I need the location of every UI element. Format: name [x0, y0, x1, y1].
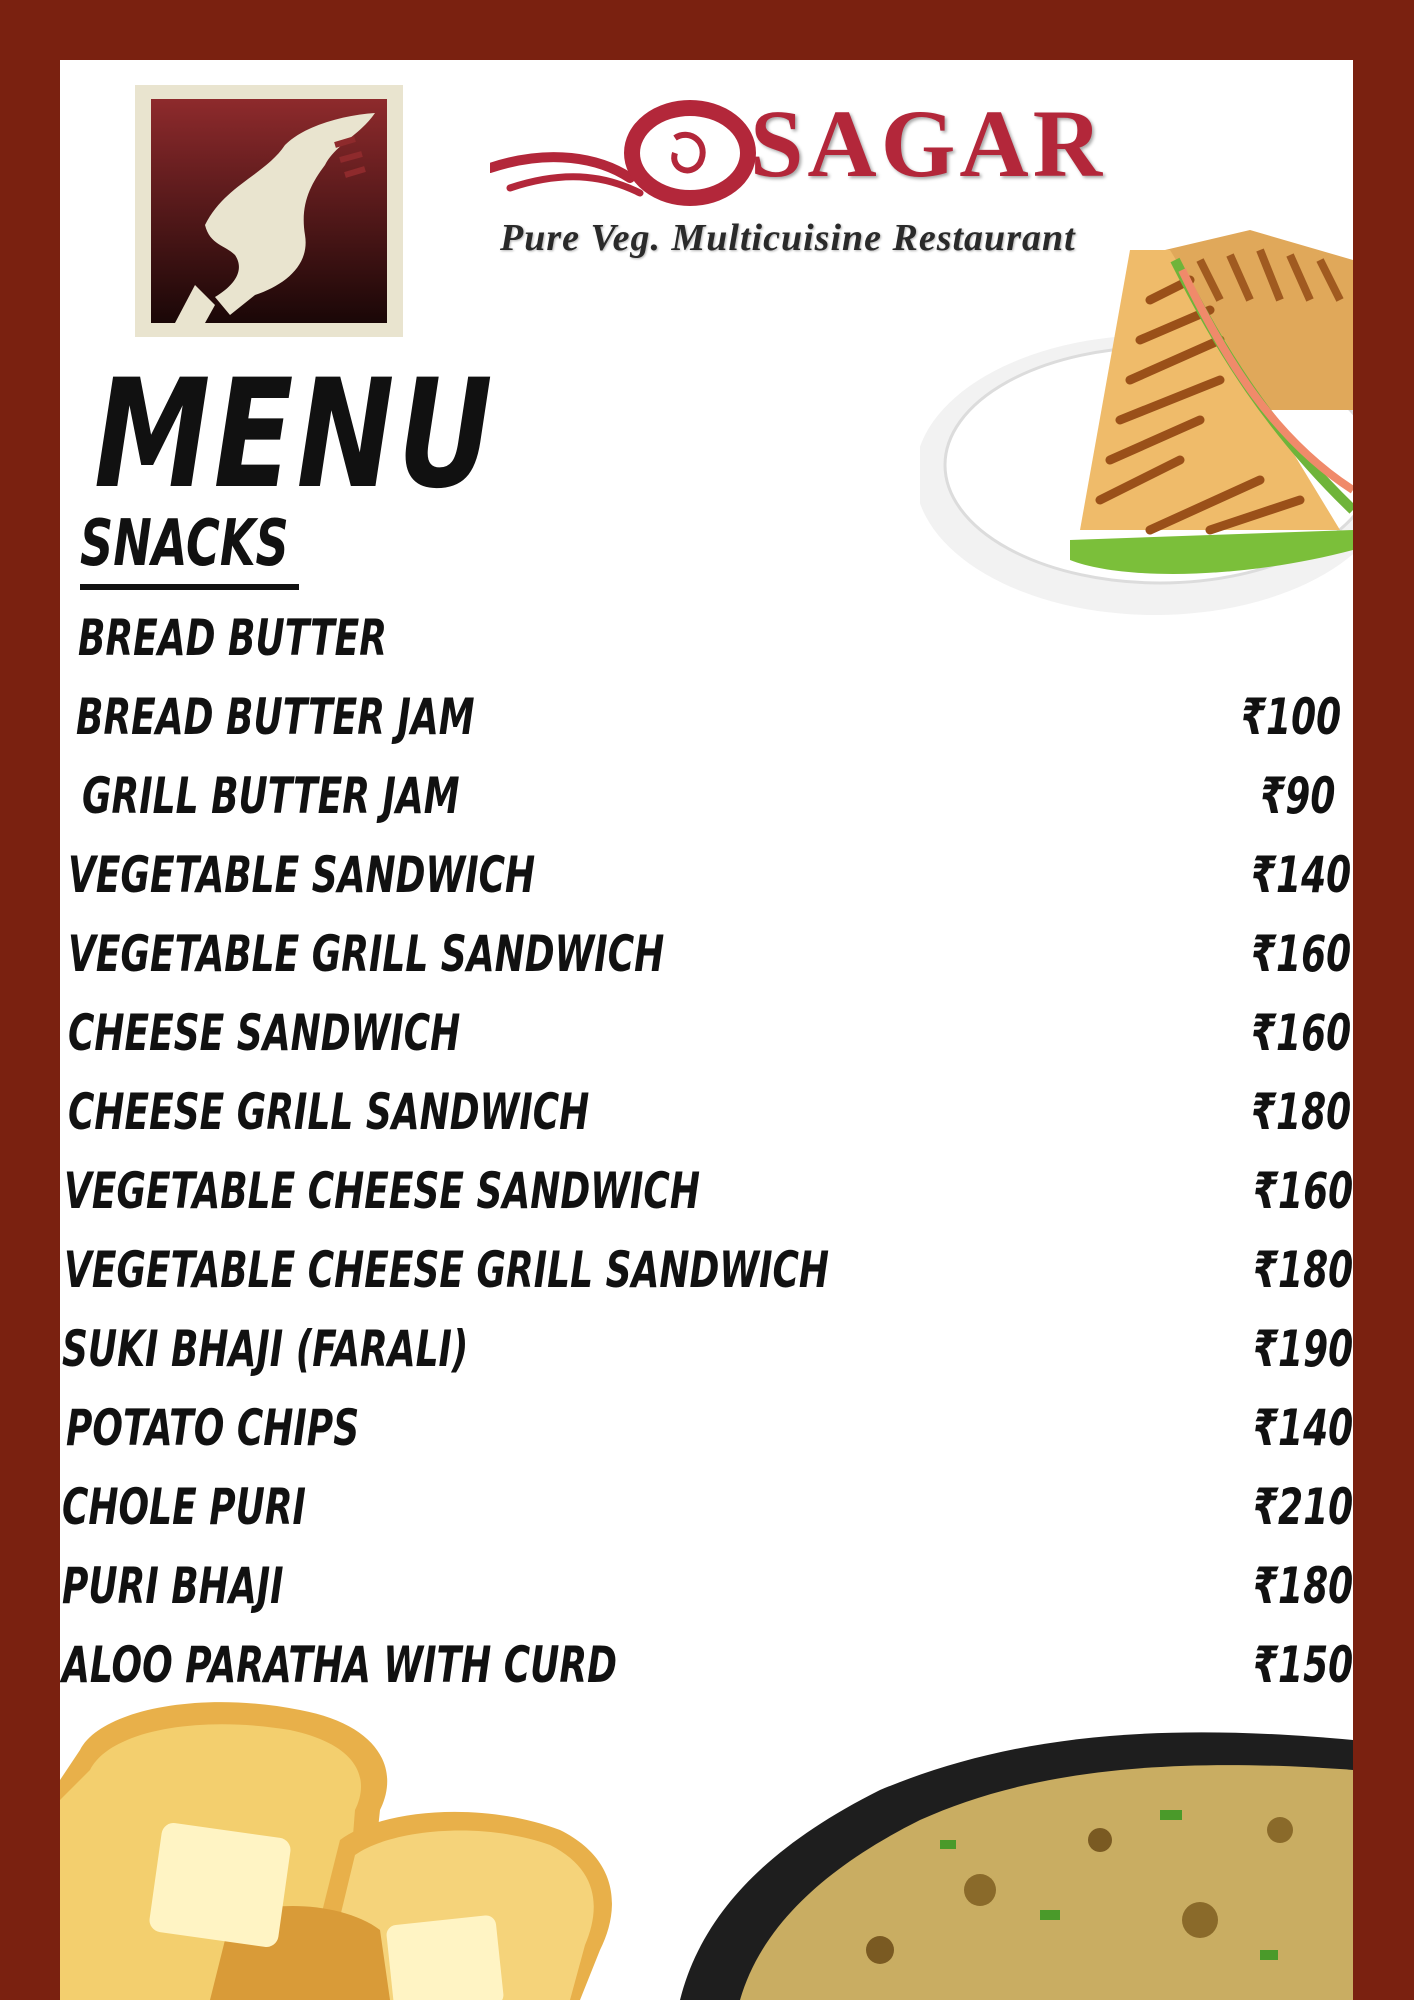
menu-item-price: ₹140	[1250, 846, 1351, 904]
menu-item-price: ₹150	[1252, 1636, 1353, 1694]
menu-item-name: VEGETABLE CHEESE SANDWICH	[64, 1162, 700, 1220]
section-underline	[80, 584, 299, 590]
menu-item-name: CHEESE SANDWICH	[68, 1004, 461, 1062]
menu-item-price: ₹90	[1259, 767, 1335, 825]
menu-item-name: CHOLE PURI	[62, 1478, 306, 1536]
menu-item-price: ₹210	[1252, 1478, 1353, 1536]
menu-item-name: VEGETABLE GRILL SANDWICH	[68, 925, 665, 983]
menu-item-price: ₹180	[1252, 1557, 1353, 1615]
menu-item-name: ALOO PARATHA WITH CURD	[62, 1636, 617, 1694]
menu-item-price: ₹160	[1252, 1162, 1353, 1220]
menu-item-name: GRILL BUTTER JAM	[82, 767, 460, 825]
menu-item-name: POTATO CHIPS	[66, 1399, 360, 1457]
brand-swoosh-icon	[490, 98, 760, 218]
menu-item-name: PURI BHAJI	[62, 1557, 284, 1615]
menu-item-price: ₹160	[1250, 925, 1351, 983]
menu-item-name: VEGETABLE CHEESE GRILL SANDWICH	[64, 1241, 830, 1299]
menu-item-price: ₹190	[1252, 1320, 1353, 1378]
butter-toast-image	[60, 1690, 660, 2000]
menu-item-name: CHEESE GRILL SANDWICH	[68, 1083, 590, 1141]
logo-emblem-icon	[135, 85, 403, 337]
menu-item-name: SUKI BHAJI (FARALI)	[62, 1320, 469, 1378]
menu-item-price: ₹180	[1250, 1083, 1351, 1141]
restaurant-logo	[135, 85, 403, 337]
menu-item-price: ₹140	[1252, 1399, 1353, 1457]
menu-item-name: BREAD BUTTER JAM	[76, 688, 475, 746]
menu-title: MENU	[94, 348, 496, 522]
menu-item-name: VEGETABLE SANDWICH	[68, 846, 536, 904]
aloo-paratha-image	[680, 1720, 1353, 2000]
menu-item-price: ₹180	[1252, 1241, 1353, 1299]
menu-item-name: BREAD BUTTER	[78, 609, 387, 667]
menu-item-price: ₹100	[1240, 688, 1341, 746]
brand-name: SAGAR	[750, 90, 1107, 197]
menu-item-price: ₹160	[1250, 1004, 1351, 1062]
brand-tagline: Pure Veg. Multicuisine Restaurant	[500, 217, 1076, 259]
sandwich-image	[920, 230, 1353, 730]
menu-card	[60, 60, 1353, 2000]
section-title: SNACKS	[80, 507, 289, 581]
